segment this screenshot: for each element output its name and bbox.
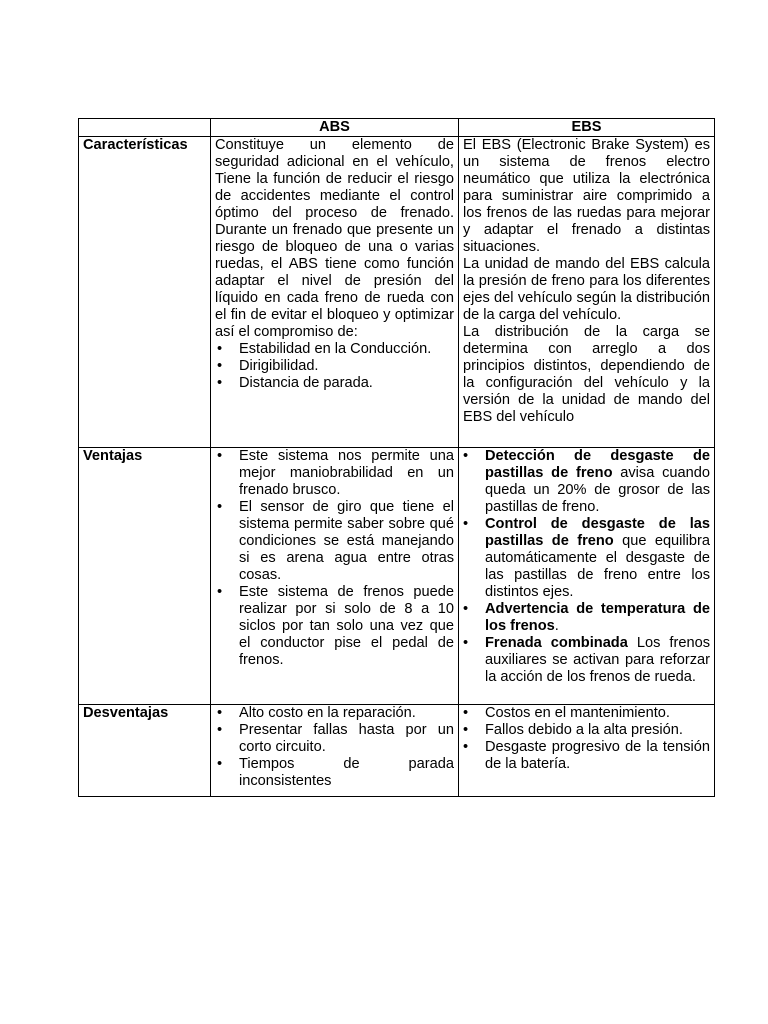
row-label-caracteristicas: Características	[79, 137, 211, 448]
item-text: .	[554, 618, 559, 634]
item-bold: Detección de desgaste de pastillas de freno	[485, 448, 710, 481]
row-label-desventajas: Desventajas	[79, 705, 211, 797]
item-text: que equilibra automáticamente el desgaste de las pastillas de freno entre los distintos ejes.	[485, 533, 710, 600]
list-item: • Costos en el mantenimiento.	[463, 705, 710, 722]
list-item	[463, 635, 710, 686]
list-item	[463, 516, 710, 601]
row-label-ventajas: Ventajas	[79, 448, 211, 705]
cell-abs-desventajas	[211, 705, 459, 797]
list-item: • Estabilidad en la Conducción.	[215, 341, 454, 358]
list-item: • Dirigibilidad.	[215, 358, 454, 375]
row-ventajas	[79, 448, 715, 705]
abs-advantages-list	[215, 448, 454, 669]
cell-abs-caracteristicas	[211, 137, 459, 448]
comparison-table	[78, 118, 715, 797]
list-item: • Distancia de parada.	[215, 375, 454, 392]
abs-intro: Constituye un elemento de seguridad adicional en el vehículo, Tiene la función de reducir el riesgo de accidentes mediante el control óptimo del proceso de frenado. Durante un frenado que presente un riesgo de bloqueo de una o varias ruedas, el ABS tiene como función adaptar el nivel de presión del líquido en cada freno de rueda con el fin de evitar el bloqueo y optimizar así el compromiso de:	[215, 137, 454, 340]
cell-ebs-ventajas	[459, 448, 715, 705]
item-bold: Frenada combinada	[485, 635, 628, 651]
list-item: • El sensor de giro que tiene el sistema permite saber sobre qué condiciones se está manejando si es arena agua entre otras cosas.	[215, 499, 454, 584]
ebs-paragraph: La distribución de la carga se determina con arreglo a dos principios distintos, dependiendo de la configuración del vehículo y la versión de la unidad de mando del EBS del vehículo	[463, 324, 710, 425]
list-item	[463, 448, 710, 516]
list-item: • Fallos debido a la alta presión.	[463, 722, 710, 739]
abs-characteristics-list	[215, 341, 454, 392]
ebs-paragraph: La unidad de mando del EBS calcula la presión de freno para los diferentes ejes del vehículo según la distribución de la carga del vehículo.	[463, 256, 710, 323]
item-text: Los frenos auxiliares se activan para reforzar la acción de los frenos de rueda.	[485, 635, 710, 685]
list-item: • Este sistema de frenos puede realizar por si solo de 8 a 10 siclos por tan solo una vez que el conductor pise el pedal de frenos.	[215, 584, 454, 669]
header-corner	[79, 119, 211, 137]
list-item	[463, 601, 710, 635]
row-desventajas	[79, 705, 715, 797]
cell-ebs-caracteristicas	[459, 137, 715, 448]
row-caracteristicas	[79, 137, 715, 448]
list-item: • Este sistema nos permite una mejor maniobrabilidad en un frenado brusco.	[215, 448, 454, 499]
item-text: avisa cuando queda un 20% de grosor de las pastillas de freno.	[485, 465, 710, 515]
header-row	[79, 119, 715, 137]
item-bold: Advertencia de temperatura de los frenos	[485, 601, 710, 634]
list-item: • Desgaste progresivo de la tensión de la batería.	[463, 739, 710, 773]
list-item: • Presentar fallas hasta por un corto circuito.	[215, 722, 454, 756]
header-abs: ABS	[211, 119, 459, 137]
cell-abs-ventajas	[211, 448, 459, 705]
list-item: • Tiempos de parada inconsistentes	[215, 756, 454, 790]
list-item: • Alto costo en la reparación.	[215, 705, 454, 722]
ebs-paragraph: El EBS (Electronic Brake System) es un sistema de frenos electro neumático que utiliza la electrónica para suministrar aire comprimido a los frenos de las ruedas para mejorar y adaptar el frenado a distintas situaciones.	[463, 137, 710, 255]
abs-disadvantages-list	[215, 705, 454, 790]
ebs-disadvantages-list	[463, 705, 710, 773]
cell-ebs-desventajas	[459, 705, 715, 797]
item-bold: Control de desgaste de las pastillas de freno	[485, 516, 710, 549]
header-ebs: EBS	[459, 119, 715, 137]
ebs-advantages-list	[463, 448, 710, 686]
